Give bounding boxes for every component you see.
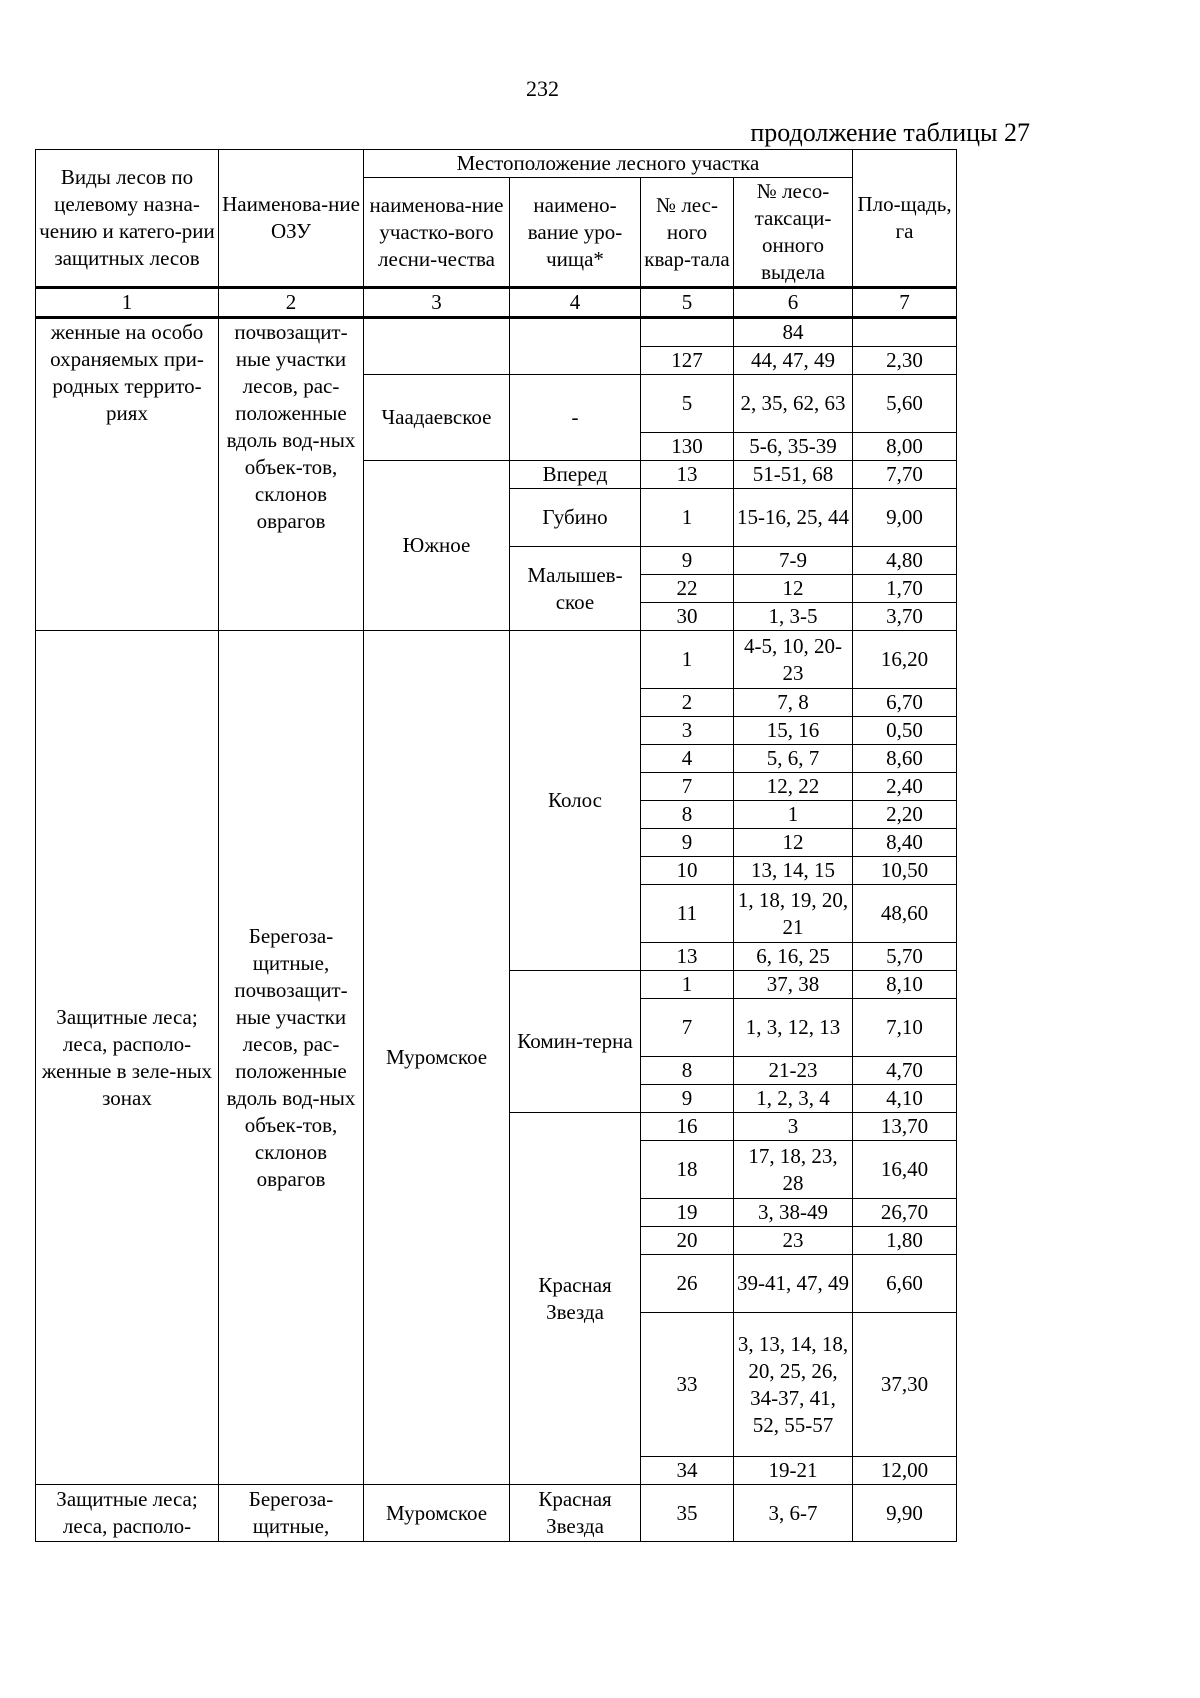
table-row (36, 631, 957, 689)
area-cell: 8,00 (853, 433, 957, 461)
vydel-cell: 3 (734, 1113, 853, 1141)
vydel-cell: 5-6, 35-39 (734, 433, 853, 461)
vydel-cell: 23 (734, 1227, 853, 1255)
area-cell: 8,40 (853, 829, 957, 857)
quarter-cell: 34 (641, 1457, 734, 1485)
vydel-cell: 19-21 (734, 1457, 853, 1485)
quarter-cell: 127 (641, 347, 734, 375)
area-cell: 0,50 (853, 717, 957, 745)
col-number: 4 (510, 288, 641, 318)
vydel-cell: 4-5, 10, 20-23 (734, 631, 853, 689)
area-cell: 7,10 (853, 999, 957, 1057)
area-cell: 5,70 (853, 943, 957, 971)
urochishche-cell: Комин-терна (510, 971, 641, 1113)
header-vydel: № лесо-таксаци-онного выдела (734, 178, 853, 288)
vydel-cell: 39-41, 47, 49 (734, 1255, 853, 1313)
vydel-cell: 6, 16, 25 (734, 943, 853, 971)
vydel-cell: 13, 14, 15 (734, 857, 853, 885)
area-cell: 2,30 (853, 347, 957, 375)
vydel-cell: 1, 3-5 (734, 603, 853, 631)
quarter-cell: 7 (641, 999, 734, 1057)
vydel-cell: 3, 13, 14, 18, 20, 25, 26, 34-37, 41, 52, 55-57 (734, 1313, 853, 1457)
header-area: Пло-щадь, га (853, 150, 957, 288)
header-forestry: наименова-ние участко-вого лесни-чества (364, 178, 510, 288)
area-cell: 2,40 (853, 773, 957, 801)
area-cell: 8,10 (853, 971, 957, 999)
area-cell: 4,80 (853, 547, 957, 575)
area-cell: 26,70 (853, 1199, 957, 1227)
vydel-cell: 21-23 (734, 1057, 853, 1085)
vydel-cell: 5, 6, 7 (734, 745, 853, 773)
quarter-cell: 7 (641, 773, 734, 801)
quarter-cell: 5 (641, 375, 734, 433)
quarter-cell: 9 (641, 547, 734, 575)
area-cell (853, 318, 957, 347)
area-cell: 5,60 (853, 375, 957, 433)
col-number: 6 (734, 288, 853, 318)
vydel-cell: 7, 8 (734, 689, 853, 717)
header-quarter: № лес-ного квар-тала (641, 178, 734, 288)
area-cell: 7,70 (853, 461, 957, 489)
col-number: 2 (219, 288, 364, 318)
ozu-cell: Берегоза-щитные, (219, 1485, 364, 1542)
quarter-cell: 9 (641, 1085, 734, 1113)
area-cell: 9,00 (853, 489, 957, 547)
header-location-group: Местоположение лесного участка (364, 150, 853, 178)
vydel-cell: 84 (734, 318, 853, 347)
quarter-cell: 8 (641, 801, 734, 829)
quarter-cell: 130 (641, 433, 734, 461)
area-cell: 9,90 (853, 1485, 957, 1542)
col-number: 5 (641, 288, 734, 318)
col-number: 3 (364, 288, 510, 318)
ozu-cell: почвозащит-ные участки лесов, рас-положенные вдоль вод-ных объек-тов, склонов оврагов (219, 318, 364, 631)
area-cell: 1,80 (853, 1227, 957, 1255)
header-forest-type: Виды лесов по целевому назна-чению и катего-рии защитных лесов (36, 150, 219, 288)
vydel-cell: 12 (734, 829, 853, 857)
area-cell: 1,70 (853, 575, 957, 603)
urochishche-cell: Вперед (510, 461, 641, 489)
quarter-cell: 26 (641, 1255, 734, 1313)
quarter-cell: 1 (641, 971, 734, 999)
area-cell: 3,70 (853, 603, 957, 631)
area-cell: 6,60 (853, 1255, 957, 1313)
quarter-cell: 33 (641, 1313, 734, 1457)
vydel-cell: 1, 2, 3, 4 (734, 1085, 853, 1113)
forestry-cell: Муромское (364, 631, 510, 1485)
forest-type-cell: женные на особо охраняемых при-родных террито-риях (36, 318, 219, 631)
quarter-cell: 18 (641, 1141, 734, 1199)
table-caption: продолжение таблицы 27 (750, 118, 1030, 147)
quarter-cell: 13 (641, 461, 734, 489)
page-number: 232 (526, 76, 559, 101)
quarter-cell: 9 (641, 829, 734, 857)
urochishche-cell (510, 318, 641, 375)
quarter-cell: 3 (641, 717, 734, 745)
urochishche-cell: Красная Звезда (510, 1113, 641, 1485)
quarter-cell: 11 (641, 885, 734, 943)
vydel-cell: 2, 35, 62, 63 (734, 375, 853, 433)
vydel-cell: 37, 38 (734, 971, 853, 999)
forest-type-cell: Защитные леса; леса, располо- (36, 1485, 219, 1542)
vydel-cell: 15-16, 25, 44 (734, 489, 853, 547)
quarter-cell: 22 (641, 575, 734, 603)
urochishche-cell: Малышев-ское (510, 547, 641, 631)
vydel-cell: 1 (734, 801, 853, 829)
vydel-cell: 1, 3, 12, 13 (734, 999, 853, 1057)
vydel-cell: 12, 22 (734, 773, 853, 801)
quarter-cell: 1 (641, 489, 734, 547)
col-number: 1 (36, 288, 219, 318)
urochishche-cell: Колос (510, 631, 641, 971)
quarter-cell: 4 (641, 745, 734, 773)
quarter-cell: 19 (641, 1199, 734, 1227)
forestry-cell: Южное (364, 461, 510, 631)
vydel-cell: 44, 47, 49 (734, 347, 853, 375)
quarter-cell: 30 (641, 603, 734, 631)
quarter-cell: 2 (641, 689, 734, 717)
forestry-cell: Муромское (364, 1485, 510, 1542)
vydel-cell: 17, 18, 23, 28 (734, 1141, 853, 1199)
table-row (36, 318, 957, 347)
area-cell: 2,20 (853, 801, 957, 829)
area-cell: 12,00 (853, 1457, 957, 1485)
vydel-cell: 51-51, 68 (734, 461, 853, 489)
header-urochishche: наимено-вание уро-чища* (510, 178, 641, 288)
area-cell: 16,20 (853, 631, 957, 689)
quarter-cell: 10 (641, 857, 734, 885)
col-number: 7 (853, 288, 957, 318)
urochishche-cell: Губино (510, 489, 641, 547)
quarter-cell: 8 (641, 1057, 734, 1085)
urochishche-cell: Красная Звезда (510, 1485, 641, 1542)
vydel-cell: 3, 38-49 (734, 1199, 853, 1227)
area-cell: 8,60 (853, 745, 957, 773)
quarter-cell (641, 318, 734, 347)
area-cell: 10,50 (853, 857, 957, 885)
quarter-cell: 1 (641, 631, 734, 689)
ozu-cell: Берегоза-щитные, почвозащит-ные участки лесов, рас-положенные вдоль вод-ных объек-тов, склонов оврагов (219, 631, 364, 1485)
area-cell: 13,70 (853, 1113, 957, 1141)
urochishche-cell: - (510, 375, 641, 461)
quarter-cell: 16 (641, 1113, 734, 1141)
quarter-cell: 35 (641, 1485, 734, 1542)
area-cell: 4,10 (853, 1085, 957, 1113)
forest-table (35, 149, 957, 1542)
vydel-cell: 12 (734, 575, 853, 603)
quarter-cell: 20 (641, 1227, 734, 1255)
forest-type-cell: Защитные леса; леса, располо-женные в зеле-ных зонах (36, 631, 219, 1485)
table-row (36, 1485, 957, 1542)
area-cell: 16,40 (853, 1141, 957, 1199)
area-cell: 48,60 (853, 885, 957, 943)
area-cell: 37,30 (853, 1313, 957, 1457)
quarter-cell: 13 (641, 943, 734, 971)
vydel-cell: 15, 16 (734, 717, 853, 745)
forestry-cell: Чаадаевское (364, 375, 510, 461)
vydel-cell: 7-9 (734, 547, 853, 575)
vydel-cell: 3, 6-7 (734, 1485, 853, 1542)
forestry-cell (364, 318, 510, 375)
area-cell: 6,70 (853, 689, 957, 717)
area-cell: 4,70 (853, 1057, 957, 1085)
vydel-cell: 1, 18, 19, 20, 21 (734, 885, 853, 943)
header-ozu-name: Наименова-ние ОЗУ (219, 150, 364, 288)
